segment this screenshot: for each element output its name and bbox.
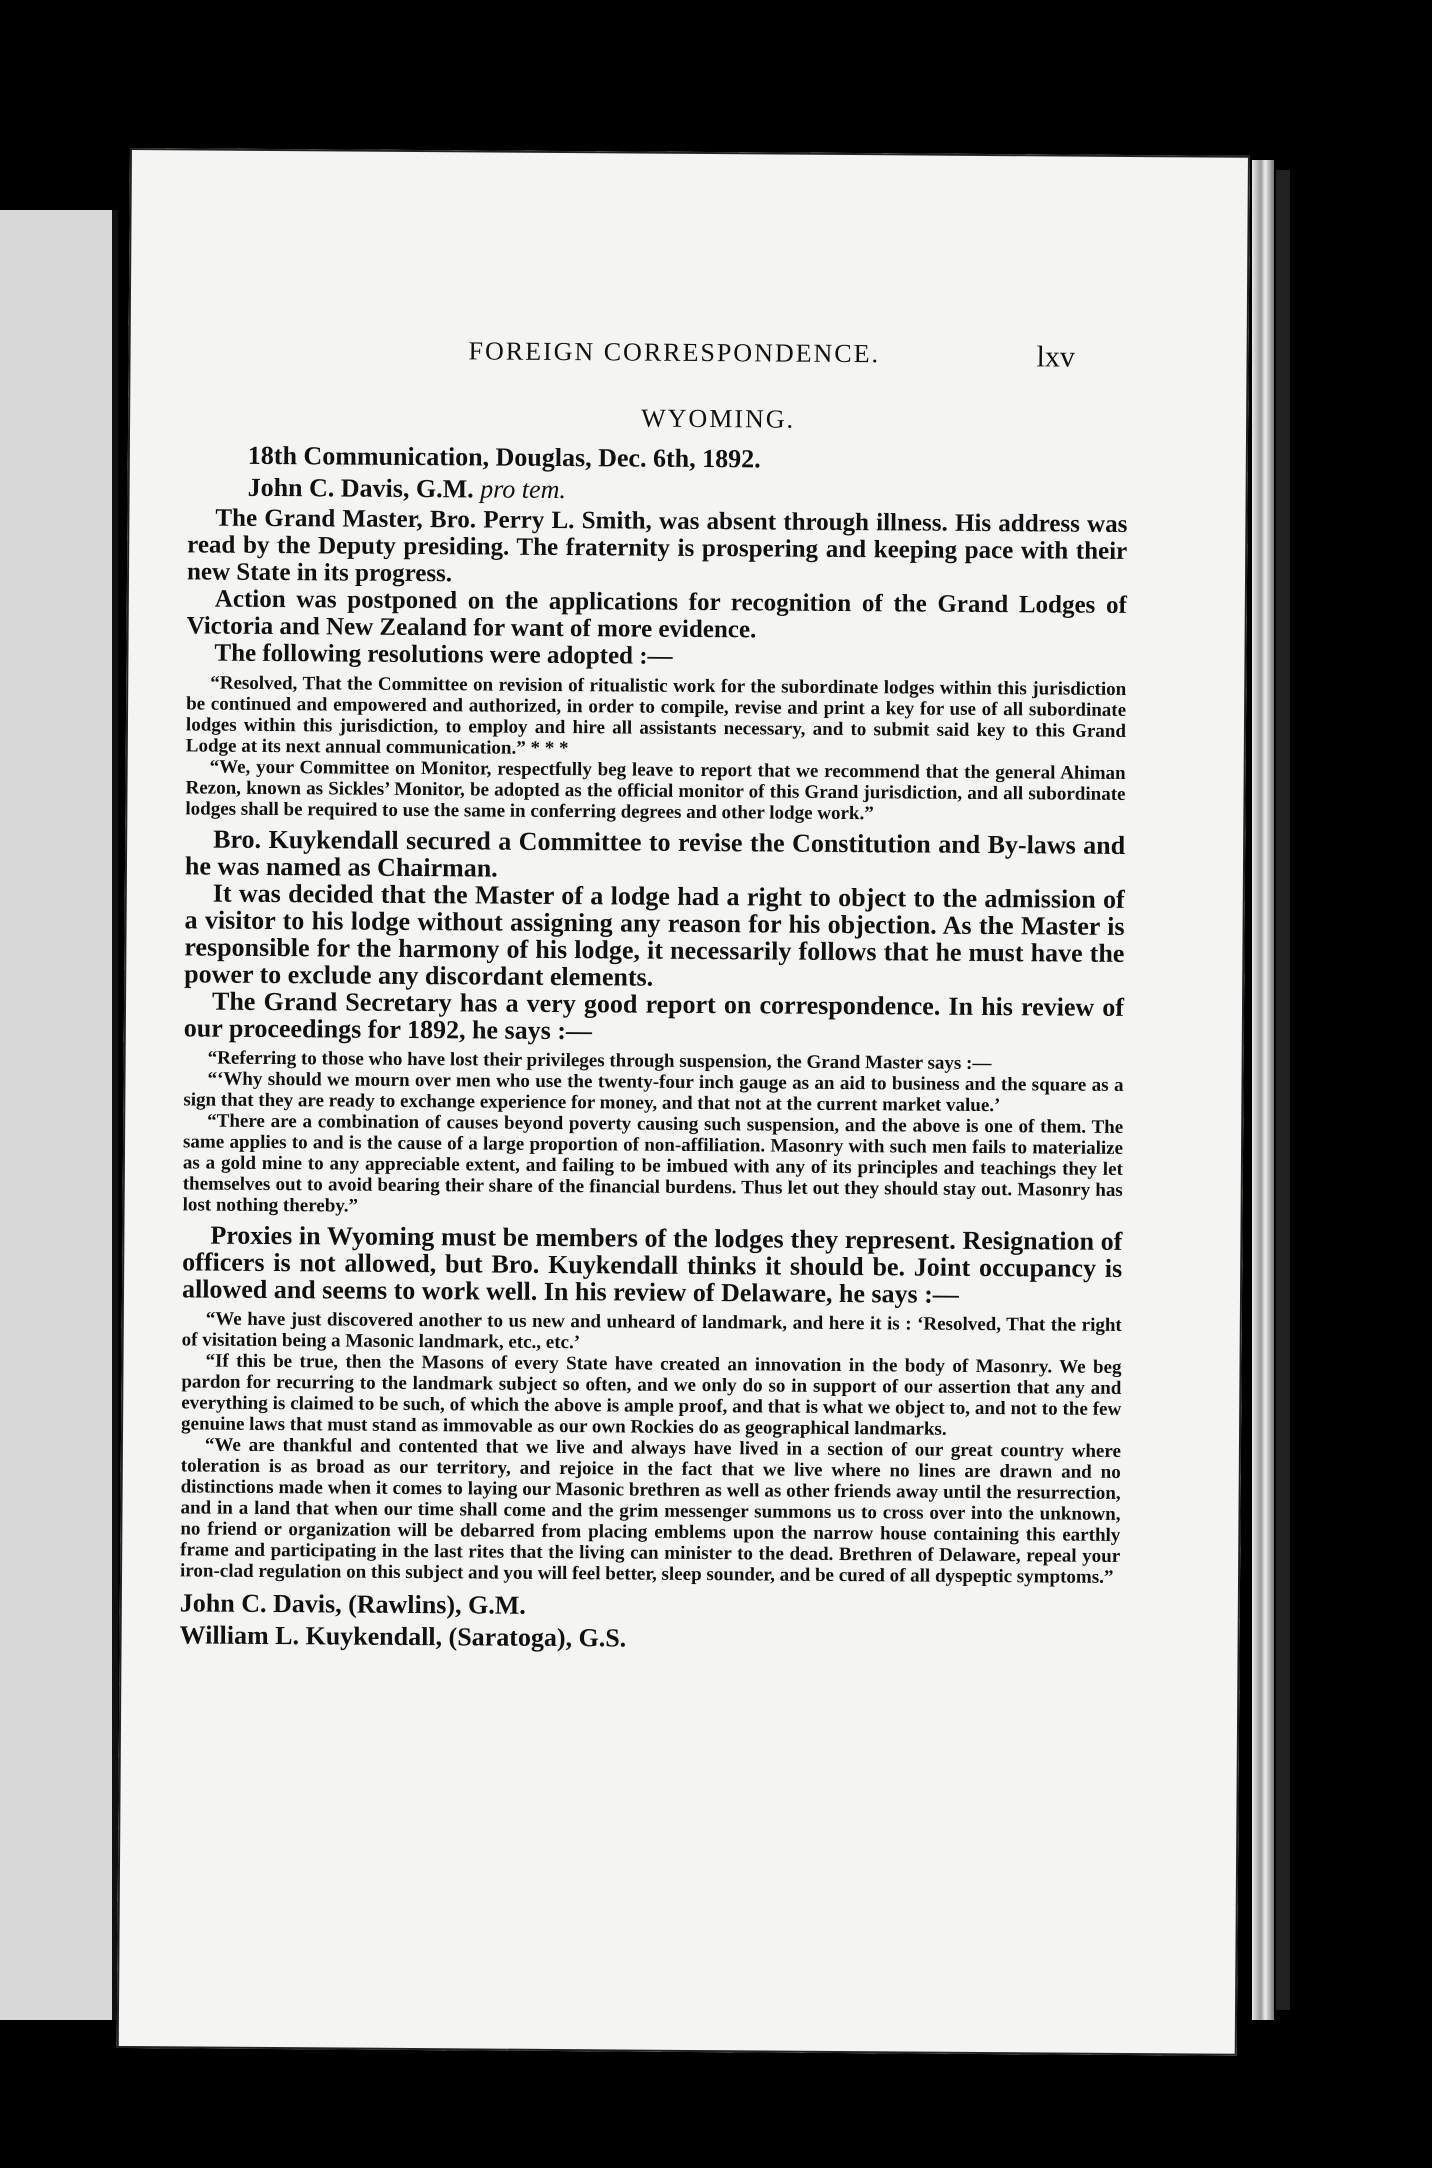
quote-monitor-committee: “We, your Committee on Monitor, respectfully beg leave to report that we recommend that the general Ahiman Rezon, known as Sickles’ Monitor, be adopted as the official monitor of this Grand jurisdiction, and all subordinate lodges shall be required to use the same in conferring degrees and other lodge work.” [185, 756, 1126, 825]
section-title: WYOMING. [641, 403, 796, 434]
grand-master-suffix: pro tem. [480, 474, 567, 505]
paragraph-resolutions-intro: The following resolutions were adopted :— [214, 639, 673, 670]
paragraph-grand-secretary-report: The Grand Secretary has a very good report on correspondence. In his review of our proceedings for 1892, he says :— [183, 986, 1125, 1046]
running-head: FOREIGN CORRESPONDENCE. [468, 336, 881, 369]
paragraph-grand-master-absent: The Grand Master, Bro. Perry L. Smith, was absent through illness. His address was read by the Deputy presiding. The fraternity is prospering and keeping pace with their new State in its progress. [186, 504, 1128, 588]
quote-causes-of-suspension: “There are a combination of causes beyond poverty causing such suspension, and the above is one of them. The same applies to and is the cause of a large proportion of non-affiliation. Masonry with such men fails to materialize as a gold mine to any appreciable extent, and failing to be imbued with any of its principles and teachings they let themselves out to avoid bearing their share of the financial burdens. Thus let out they should stay out. Masonry has lost nothing thereby.” [182, 1110, 1124, 1217]
quote-new-landmark: “We have just discovered another to us new and unheard of landmark, and here it is : ‘Resolved, That the right of visitation being a Masonic landmark, etc., etc.’ [181, 1308, 1122, 1354]
communication-line: 18th Communication, Douglas, Dec. 6th, 1892. [247, 440, 761, 474]
paragraph-proxies: Proxies in Wyoming must be members of the lodges they represent. Resignation of officers is not allowed, but Bro. Kuykendall thinks it should be. Joint occupancy is allowed and seems to work well. In his review of Delaware, he says :— [181, 1220, 1123, 1309]
quote-toleration: “We are thankful and contented that we live and always have lived in a section of our great country where toleration is as broad as our territory, and rejoice in the fact that we live where no lines are drawn and no distinctions made when it comes to laying our Masonic brethren as well as other friends away until the resurrection, and in a land that when our time shall come and the grim messenger summons us to cross over into the unknown, no friend or organization will be debarred from placing emblems upon the narrow house containing this earthly frame and participating in the last rites that the living can minister to the dead. Brethren of Delaware, repeal your iron-clad regulation on this subject and you will feel better, sleep sounder, and be cured of all dyspeptic symptoms.” [179, 1434, 1121, 1588]
paragraph-recognition-postponed: Action was postponed on the applications for recognition of the Grand Lodges of Victoria and New Zealand for want of more evidence. [186, 585, 1127, 644]
quote-innovation: “If this be true, then the Masons of every State have created an innovation in the body of Masonry. We beg pardon for recurring to the landmark subject so often, and we only do so in support of our assertion that any and everything is claimed to be such, of which the above is ample proof, and that is what we object to, and not to the few genuine laws that must stand as immovable as our own Rockies do as geographical landmarks. [181, 1350, 1122, 1440]
page-header [128, 334, 1248, 382]
paragraph-constitution-committee: Bro. Kuykendall secured a Committee to revise the Constitution and By-laws and he was named as Chairman. [184, 824, 1126, 883]
grand-master-name: John C. Davis, G.M. [247, 472, 474, 504]
grand-master-line [248, 473, 1128, 509]
quote-suspension-intro: “Referring to those who have lost their privileges through suspension, the Grand Master says :— [207, 1047, 992, 1075]
signature-grand-master: John C. Davis, (Rawlins), G.M. [179, 1588, 526, 1620]
page-number: lxv [1036, 340, 1076, 374]
paragraph-master-objection: It was decided that the Master of a lodge had a right to object to the admission of a visitor to his lodge without assigning any reason for his objection. As the Master is responsible for the harmony of his lodge, it necessarily follows that he must have the power to exclude any discordant elements. [184, 878, 1125, 992]
quote-ritual-resolution: “Resolved, That the Committee on revision of ritualistic work for the subordinate lodges within this jurisdiction be continued and empowered and authorized, in order to compile, revise and print a key for use of all subordinate lodges within this jurisdiction, to employ and hire all assistants necessary, and to submit said key to this Grand Lodge at its next annual communication.” * * * [185, 672, 1127, 760]
page-stack-edge [1252, 160, 1274, 2020]
page-body [180, 400, 1129, 1658]
book-spine-shadow [1276, 170, 1290, 2010]
signature-grand-secretary: William L. Kuykendall, (Saratoga), G.S. [179, 1620, 627, 1653]
document-page [117, 148, 1250, 2056]
quote-twenty-four-inch-gauge: “‘Why should we mourn over men who use the twenty-four inch gauge as an aid to business and the square as a sign that they are ready to exchange experience for money, and that not at the current market value.’ [183, 1068, 1124, 1117]
left-page-edge [0, 210, 118, 2020]
